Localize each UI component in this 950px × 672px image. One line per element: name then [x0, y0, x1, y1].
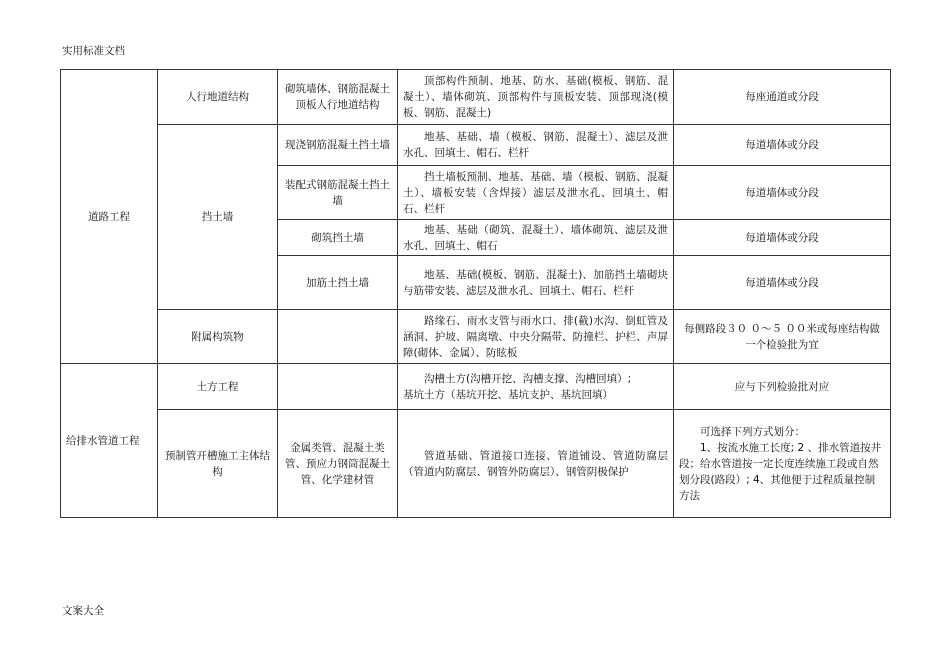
subcategory-cell: 人行地道结构 [158, 70, 278, 125]
category-cell-road: 道路工程 [61, 70, 158, 364]
batch-cell: 每道墙体或分段 [674, 166, 891, 220]
item-cell: 装配式钢筋混凝土挡土墙 [278, 166, 398, 220]
item-cell: 砌筑挡土墙 [278, 220, 398, 256]
subcategory-cell: 预制管开槽施工主体结构 [158, 410, 278, 518]
item-cell: 砌筑墙体、钢筋混凝土顶板人行地道结构 [278, 70, 398, 125]
table-row [61, 70, 891, 125]
item-cell: 现浇钢筋混凝土挡土墙 [278, 125, 398, 166]
batch-line: 1、按流水施工长度; 2 、排水管道按井段；给水管道按一定长度连续施工段或自然划分段(路段）; 4、其他便于过程质量控制方法 [679, 441, 882, 502]
batch-line: 可选择下列方式划分： [700, 425, 805, 438]
content-cell: 地基、基础、墙（模板、钢筋、混凝土）、滤层及泄水孔、回填土、帽石、栏杆 [398, 125, 674, 166]
content-cell: 顶部构件预制、地基、防水、基础(模板、钢筋、混凝土）、墙体砌筑、顶部构件与顶板安装、顶部现浇(模板、钢筋、混凝土) [398, 70, 674, 125]
batch-cell: 每座通道或分段 [674, 70, 891, 125]
batch-cell [674, 410, 891, 518]
subcategory-cell: 附属构筑物 [158, 310, 278, 364]
table-row [61, 410, 891, 518]
batch-cell: 每侧路段３０ ０～５ ００米或每座结构做一个检验批为宜 [674, 310, 891, 364]
subcategory-cell: 挡土墙 [158, 125, 278, 310]
page-footer: 文案大全 [62, 605, 104, 617]
content-cell: 地基、基础（砌筑、混凝土）、墙体砌筑、滤层及泄水孔、回填土、帽石 [398, 220, 674, 256]
content-cell [398, 364, 674, 410]
table-row [61, 125, 891, 166]
item-cell: 金属类管、混凝土类管、预应力钢筒混凝土管、化学建材管 [278, 410, 398, 518]
content-cell: 管道基础、管道接口连接、管道铺设、管道防腐层（管道内防腐层、钢管外防腐层）、钢管阴极保护 [398, 410, 674, 518]
page-header: 实用标准文档 [62, 45, 125, 57]
inspection-batch-table [60, 69, 891, 518]
table-row [61, 364, 891, 410]
subcategory-cell: 土方工程 [158, 364, 278, 410]
table-row [61, 310, 891, 364]
content-cell: 挡土墙板预制、地基、基础、墙（模板、钢筋、混凝土）、墙板安装（含焊接）滤层及泄水孔、回填土、帽石、栏杆 [398, 166, 674, 220]
batch-cell: 每道墙体或分段 [674, 125, 891, 166]
content-line: 沟槽土方(沟槽开挖、沟槽支撑、沟槽回填）; [424, 372, 632, 385]
category-cell-drainage: 给排水管道工程 [61, 364, 158, 518]
content-cell: 地基、基础(模板、钢筋、混凝土)、加筋挡土墙砌块与筋带安装、滤层及泄水孔、回填土、帽石、栏杆 [398, 256, 674, 310]
item-cell: 加筋土挡土墙 [278, 256, 398, 310]
batch-cell: 每道墙体或分段 [674, 220, 891, 256]
content-cell: 路缘石、雨水支管与雨水口、排(截)水沟、倒虹管及涵洞、护坡、隔离墩、中央分隔带、防撞栏、护栏、声屏障(砌体、金属）、防眩板 [398, 310, 674, 364]
item-cell [278, 310, 398, 364]
item-cell [278, 364, 398, 410]
batch-cell: 每道墙体或分段 [674, 256, 891, 310]
content-line: 基坑土方（基坑开挖、基坑支护、基坑回填） [403, 388, 613, 401]
batch-cell: 应与下列检验批对应 [674, 364, 891, 410]
